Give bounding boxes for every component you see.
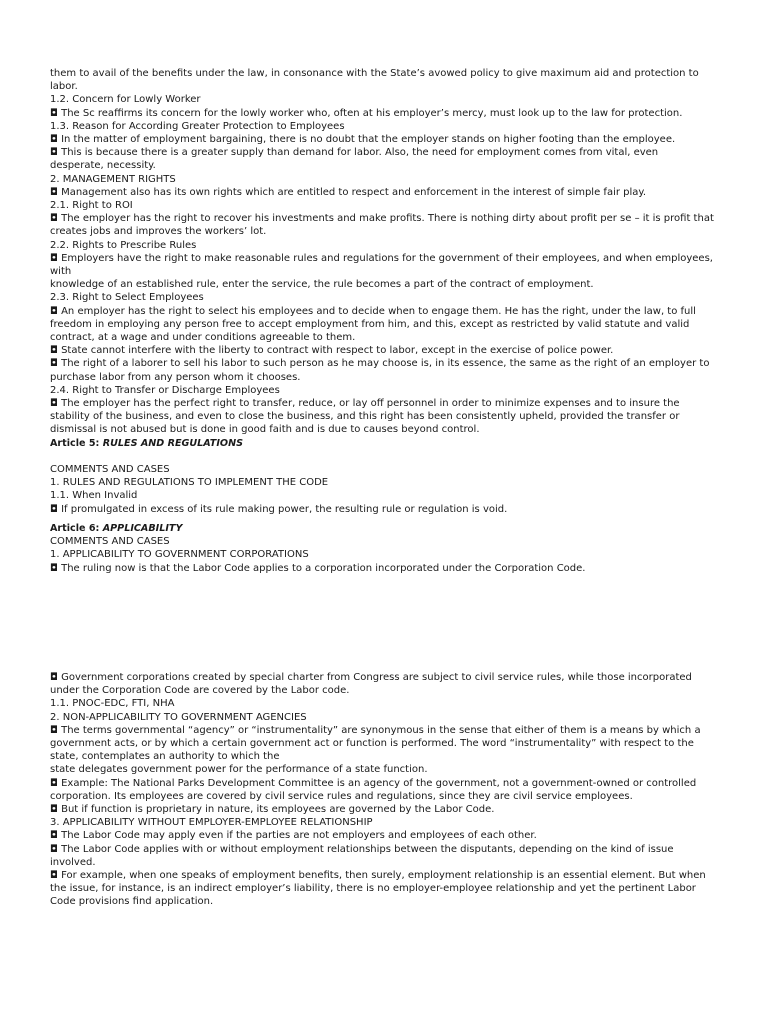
text-block-applicability [50, 522, 715, 575]
bullet-paragraph: ◘ For example, when one speaks of employment benefits, then surely, employment relationship is an essential element. But when the issue, for instance, is an indirect employer’s liability, there is no employer-employee relationship and yet the pertinent Labor Code provisions find application. [50, 870, 706, 908]
bullet-paragraph: ◘ This is because there is a greater supply than demand for labor. Also, the need for employment comes from vital, even desperate, necessity. [50, 147, 659, 172]
paragraph: knowledge of an established rule, enter the service, the rule becomes a part of the contract of employment. [50, 279, 594, 291]
bullet-paragraph: ◘ If promulgated in excess of its rule making power, the resulting rule or regulation is void. [50, 503, 508, 515]
section-heading: 2.2. Rights to Prescribe Rules [50, 239, 197, 251]
bullet-paragraph: ◘ The Labor Code may apply even if the parties are not employers and employees of each other. [50, 830, 537, 842]
paragraph: state delegates government power for the performance of a state function. [50, 764, 428, 776]
section-heading: COMMENTS AND CASES [50, 536, 170, 548]
bullet-paragraph: ◘ The terms governmental “agency” or “instrumentality” are synonymous in the sense that either of them is a means by which a government acts, or by which a certain government act or function is performed. The word “instrumentality” with respect to the state, contemplates an authority to which the [50, 724, 701, 763]
section-heading: 1.3. Reason for According Greater Protection to Employees [50, 120, 345, 132]
bullet-paragraph: ◘ The employer has the right to recover his investments and make profits. There is nothing dirty about profit per se – it is profit that creates jobs and improves the workers’ lot. [50, 213, 714, 238]
section-heading: 2.4. Right to Transfer or Discharge Employees [50, 384, 280, 396]
section-heading: 1.1. When Invalid [50, 490, 138, 502]
section-heading: 1. RULES AND REGULATIONS TO IMPLEMENT THE CODE [50, 477, 329, 489]
section-heading: 2.1. Right to ROI [50, 200, 133, 212]
article-title: RULES AND REGULATIONS [102, 437, 244, 449]
section-heading: 3. APPLICABILITY WITHOUT EMPLOYER-EMPLOYEE RELATIONSHIP [50, 817, 373, 829]
bullet-paragraph: ◘ The employer has the perfect right to transfer, reduce, or lay off personnel in order to minimize expenses and to insure the stability of the business, and even to close the business, and this right has been consistently upheld, provided the transfer or dismissal is not abused but is done in good faith and is due to causes beyond control. [50, 398, 680, 436]
bullet-paragraph: ◘ The Sc reaffirms its concern for the lowly worker who, often at his employer’s mercy, must look up to the law for protection. [50, 107, 683, 119]
bullet-paragraph: ◘ But if function is proprietary in nature, its employees are governed by the Labor Code. [50, 804, 495, 816]
section-heading: 2. NON-APPLICABILITY TO GOVERNMENT AGENCIES [50, 711, 307, 723]
bullet-paragraph: ◘ Government corporations created by special charter from Congress are subject to civil service rules, while those incorporated under the Corporation Code are covered by the Labor code. [50, 672, 692, 697]
bullet-paragraph: ◘ Management also has its own rights which are entitled to respect and enforcement in the interest of simple fair play. [50, 186, 647, 198]
paragraph: them to avail of the benefits under the law, in consonance with the State’s avowed policy to give maximum aid and protection to labor. [50, 68, 699, 93]
bullet-paragraph: ◘ In the matter of employment bargaining, there is no doubt that the employer stands on higher footing than the employee. [50, 134, 676, 146]
bullet-paragraph: ◘ The right of a laborer to sell his labor to such person as he may choose is, in its essence, the same as the right of an employer to purchase labor from any person whom it chooses. [50, 358, 710, 383]
text-block-management-rights [50, 67, 715, 516]
bullet-paragraph: ◘ Example: The National Parks Development Committee is an agency of the government, not a government-owned or controlled corporation. Its employees are covered by civil service rules and regulations, since they are civil service employees. [50, 777, 697, 802]
article-prefix: Article 5: [50, 437, 103, 449]
section-heading: 1.1. PNOC-EDC, FTI, NHA [50, 698, 175, 710]
section-heading: COMMENTS AND CASES [50, 464, 170, 476]
bullet-paragraph: ◘ State cannot interfere with the liberty to contract with respect to labor, except in the exercise of police power. [50, 345, 614, 357]
article-heading [50, 522, 715, 535]
section-heading: 1.2. Concern for Lowly Worker [50, 94, 201, 106]
section-heading: 2. MANAGEMENT RIGHTS [50, 173, 176, 185]
article-title: APPLICABILITY [102, 523, 183, 534]
section-heading: 1. APPLICABILITY TO GOVERNMENT CORPORATIONS [50, 549, 309, 561]
article-heading [50, 437, 715, 450]
section-heading: 2.3. Right to Select Employees [50, 292, 204, 304]
bullet-paragraph: ◘ The ruling now is that the Labor Code applies to a corporation incorporated under the Corporation Code. [50, 562, 586, 574]
bullet-paragraph: ◘ An employer has the right to select his employees and to decide when to engage them. He has the right, under the law, to full freedom in employing any person free to accept employment from him, and this, except as restricted by valid statute and valid contract, at a wage and under conditions agreeable to them. [50, 305, 696, 344]
bullet-paragraph: ◘ The Labor Code applies with or without employment relationships between the disputants, depending on the kind of issue involved. [50, 843, 674, 868]
text-block-government-agencies [50, 671, 715, 909]
bullet-paragraph: ◘ Employers have the right to make reasonable rules and regulations for the government of their employees, and when employees, with [50, 252, 713, 278]
spacer [50, 450, 715, 463]
article-prefix: Article 6: [50, 523, 103, 534]
